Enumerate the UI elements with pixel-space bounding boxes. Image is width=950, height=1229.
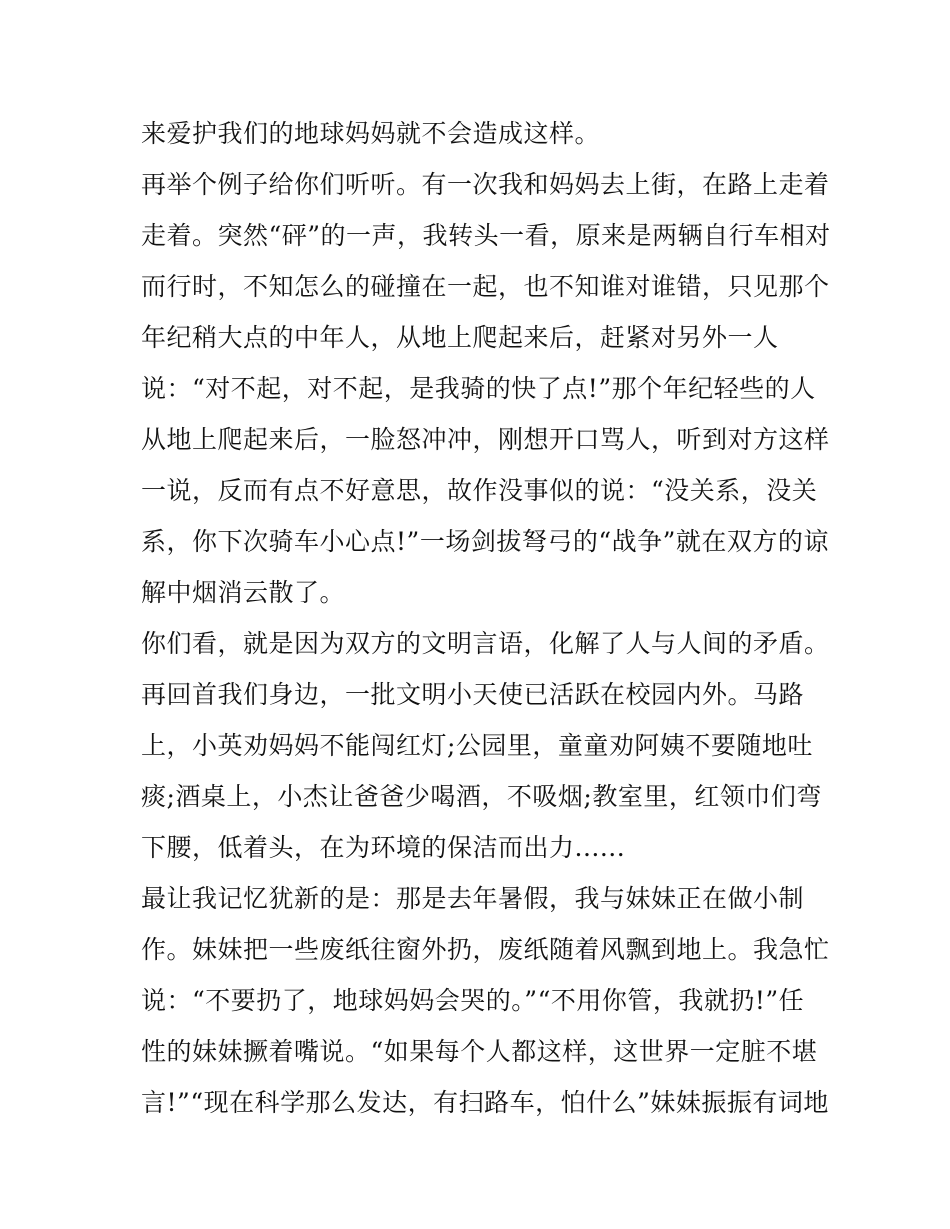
text-line: 性的妹妹撅着嘴说。“如果每个人都这样，这世界一定脏不堪 bbox=[141, 1037, 818, 1066]
text-line: 从地上爬起来后，一脸怒冲冲，刚想开口骂人，听到对方这样 bbox=[141, 425, 830, 454]
text-line: 再举个例子给你们听听。有一次我和妈妈去上街，在路上走着 bbox=[141, 170, 830, 199]
text-line: 作。妹妹把一些废纸往窗外扔，废纸随着风飘到地上。我急忙 bbox=[141, 935, 830, 964]
text-line: 说：“不要扔了，地球妈妈会哭的。”“不用你管，我就扔!”任 bbox=[141, 986, 805, 1015]
text-line: 解中烟消云散了。 bbox=[141, 578, 346, 607]
text-line: 年纪稍大点的中年人，从地上爬起来后，赶紧对另外一人 bbox=[141, 323, 779, 352]
text-line: 下腰，低着头，在为环境的保洁而出力...... bbox=[141, 833, 626, 862]
text-line: 你们看，就是因为双方的文明言语，化解了人与人间的矛盾。 bbox=[141, 629, 830, 658]
text-line: 走着。突然“砰”的一声，我转头一看，原来是两辆自行车相对 bbox=[141, 221, 831, 250]
text-line: 来爱护我们的地球妈妈就不会造成这样。 bbox=[141, 119, 601, 148]
text-line: 痰;酒桌上，小杰让爸爸少喝酒，不吸烟;教室里，红领巾们弯 bbox=[141, 782, 822, 811]
text-line: 说：“对不起，对不起，是我骑的快了点!”那个年纪轻些的人 bbox=[141, 374, 816, 403]
text-line: 言!”“现在科学那么发达，有扫路车，怕什么”妹妹振振有词地 bbox=[141, 1088, 829, 1117]
text-line: 而行时，不知怎么的碰撞在一起，也不知谁对谁错，只见那个 bbox=[141, 272, 830, 301]
body-text bbox=[141, 108, 831, 1128]
text-line: 系，你下次骑车小心点!”一场剑拔弩弓的“战争”就在双方的谅 bbox=[141, 527, 829, 556]
text-line: 一说，反而有点不好意思，故作没事似的说：“没关系，没关 bbox=[141, 476, 818, 505]
text-line: 最让我记忆犹新的是：那是去年暑假，我与妹妹正在做小制 bbox=[141, 884, 805, 913]
text-line: 再回首我们身边，一批文明小天使已活跃在校园内外。马路 bbox=[141, 680, 805, 709]
text-line: 上，小英劝妈妈不能闯红灯;公园里，童童劝阿姨不要随地吐 bbox=[141, 731, 813, 760]
